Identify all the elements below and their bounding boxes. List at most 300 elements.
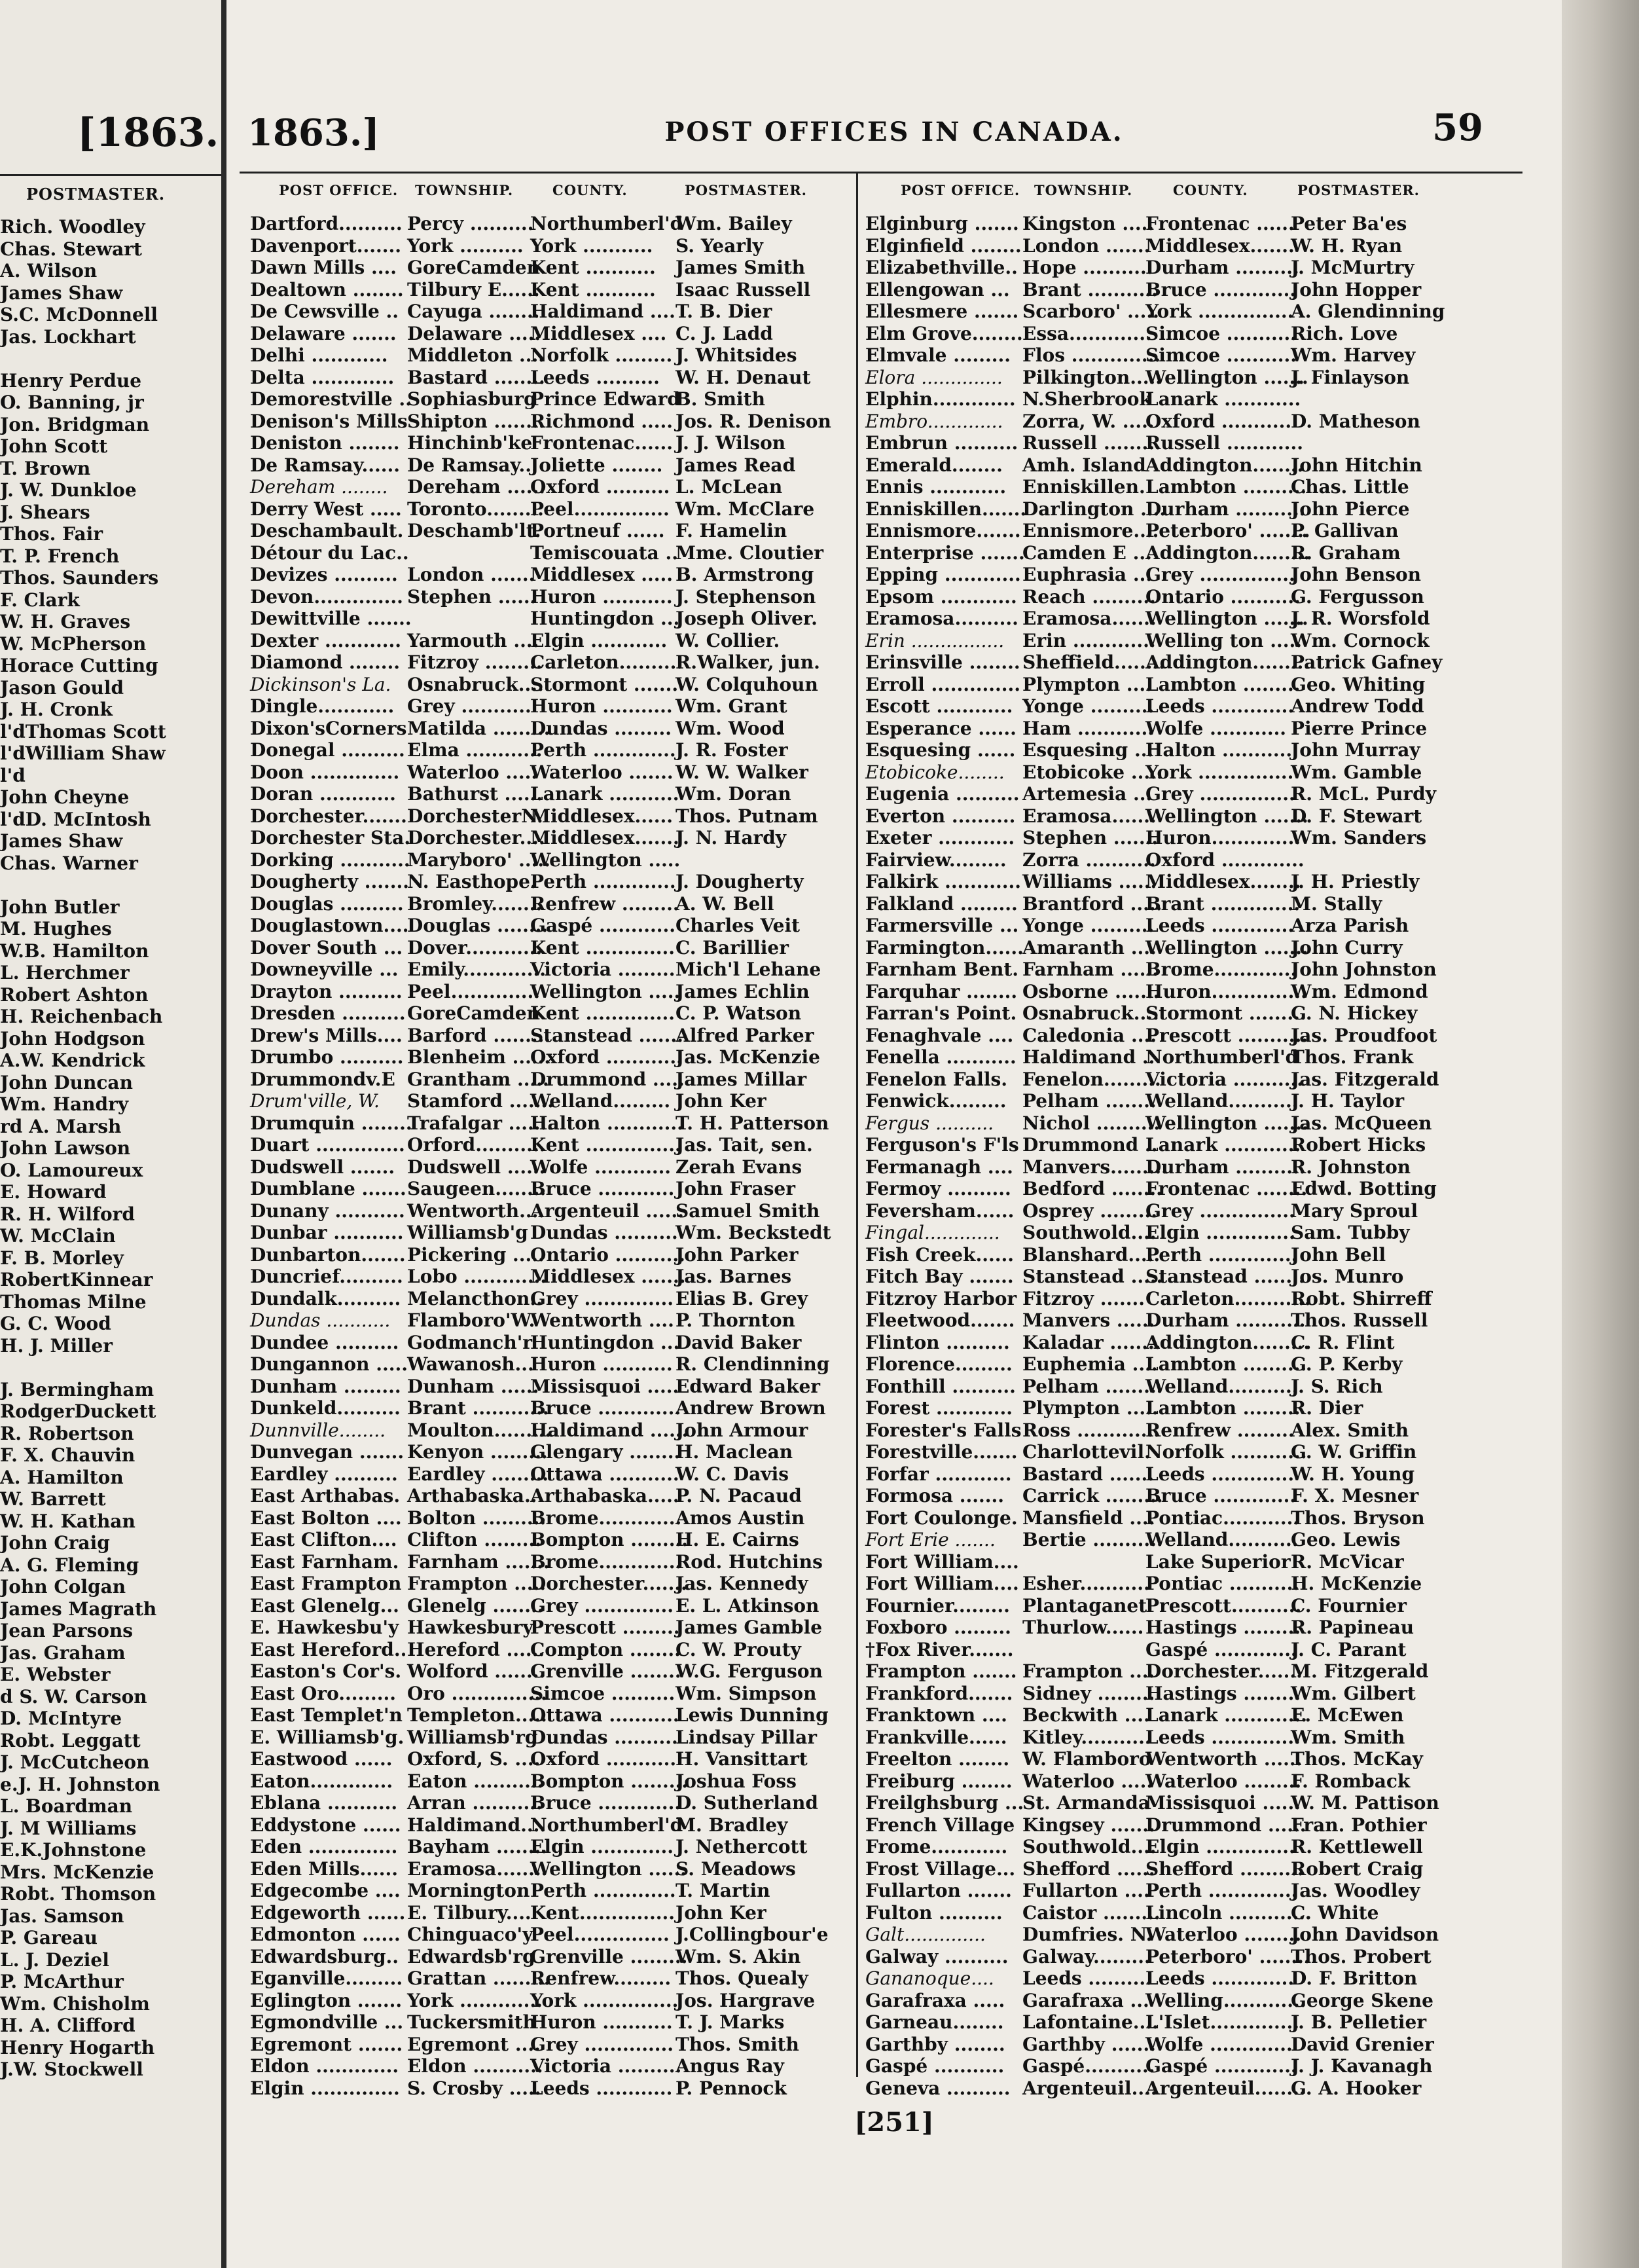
previous-page-postmaster: John Duncan <box>0 1071 133 1093</box>
township-cell: Moulton......... <box>407 1419 552 1441</box>
previous-page-postmaster: Henry Hogarth <box>0 2036 155 2058</box>
page-title: POST OFFICES IN CANADA. <box>664 117 1124 147</box>
township-cell: N. Easthope. <box>407 871 537 892</box>
previous-page-postmaster: Rich. Woodley <box>0 216 145 238</box>
postmaster-cell: Arza Parish <box>1291 915 1409 936</box>
township-cell: Galway......... <box>1022 1945 1151 1967</box>
township-cell: Glenelg ........ <box>407 1594 544 1617</box>
township-cell: Melancthon.. <box>407 1287 543 1309</box>
township-cell: Erin ............. <box>1022 629 1156 651</box>
post-office-cell: Fitzroy Harbor <box>865 1287 1017 1309</box>
county-cell: Lanark ............. <box>1145 1704 1307 1726</box>
heading-postmaster: POSTMASTER. <box>685 182 807 198</box>
post-office-cell: Edgeworth ...... <box>250 1901 406 1924</box>
post-office-cell: Doran ............ <box>250 783 396 805</box>
post-office-cell: Erroll .............. <box>865 673 1021 695</box>
county-cell: Pontiac............ <box>1145 1507 1300 1529</box>
township-cell: Shipton ........ <box>407 410 545 432</box>
post-office-cell: Flinton .......... <box>865 1331 1010 1353</box>
county-cell: Brome............. <box>530 1550 682 1573</box>
county-cell: Prescott........... <box>1145 1594 1302 1617</box>
post-office-cell: Dundee .......... <box>250 1331 399 1353</box>
post-office-cell: Dunbar ........... <box>250 1222 404 1243</box>
post-office-cell: Elmvale ......... <box>865 344 1011 366</box>
postmaster-cell: Alex. Smith <box>1291 1419 1409 1441</box>
county-cell: Welling............. <box>1145 1989 1306 2011</box>
county-cell: Durham ........... <box>1145 1309 1306 1331</box>
post-office-cell: Frankville...... <box>865 1726 1007 1748</box>
post-office-cell: Easton's Cor's. <box>250 1660 402 1682</box>
previous-page-postmaster: J. M Williams <box>0 1817 137 1839</box>
township-cell: Wentworth.... <box>407 1199 545 1222</box>
post-office-cell: East Oro......... <box>250 1682 396 1704</box>
county-cell: Renfrew......... <box>530 1967 672 1989</box>
township-cell: Zorra, W. ..... <box>1022 410 1155 432</box>
township-cell: Tuckersmith <box>407 2011 536 2033</box>
township-cell: Grattan ......... <box>407 1967 550 1989</box>
township-cell: Mansfield .... <box>1022 1507 1155 1529</box>
township-cell: Saugeen........ <box>407 1178 547 1199</box>
county-cell: Huntingdon ... <box>530 608 680 629</box>
previous-page-postmaster: James Magrath <box>0 1598 157 1620</box>
postmaster-cell: R. McVicar <box>1291 1550 1404 1573</box>
county-cell: Ontario ........... <box>1145 585 1301 608</box>
township-cell: Pickering ..... <box>407 1243 545 1266</box>
post-office-cell: Fullarton ....... <box>865 1880 1012 1901</box>
county-cell: Welland........... <box>1145 1090 1299 1112</box>
county-cell: Russell ............ <box>1145 432 1303 454</box>
post-office-cell: Egremont ....... <box>250 2033 403 2055</box>
previous-page-postmaster: W. H. Graves <box>0 611 131 632</box>
postmaster-cell: J. Stephenson <box>675 585 816 608</box>
township-cell: Haldimand.... <box>407 1814 547 1836</box>
township-cell: Carrick ......... <box>1022 1485 1163 1507</box>
previous-page-postmaster: Wm. Handry <box>0 1093 129 1115</box>
post-office-cell: Epping ............ <box>865 564 1021 585</box>
previous-page-postmaster: RodgerDuckett <box>0 1400 156 1422</box>
post-office-cell: Freilghsburg ... <box>865 1792 1024 1814</box>
township-cell: Waterloo ..... <box>407 761 538 783</box>
postmaster-cell: W. Collier. <box>675 629 780 651</box>
township-cell: DorchesterN. <box>407 805 543 827</box>
township-cell: Garafraxa ... <box>1022 1989 1149 2011</box>
township-cell: Brant ........... <box>1022 278 1158 301</box>
township-cell: Kingsey ....... <box>1022 1814 1155 1836</box>
county-cell: Bompton ......... <box>530 1529 688 1550</box>
county-cell: Bruce ............ <box>530 1178 675 1199</box>
previous-page-postmaster: Mrs. McKenzie <box>0 1861 154 1883</box>
township-cell: Osprey ......... <box>1022 1199 1158 1222</box>
county-cell: Huron ........... <box>530 585 673 608</box>
township-cell: Osnabruck.... <box>1022 1002 1159 1024</box>
postmaster-cell: James Smith <box>675 257 806 278</box>
postmaster-cell: George Skene <box>1291 1989 1433 2011</box>
postmaster-cell: Mich'l Lehane <box>675 959 821 980</box>
post-office-cell: Ferguson's F'ls <box>865 1134 1019 1156</box>
postmaster-cell: F. X. Mesner <box>1291 1485 1419 1507</box>
post-office-cell: Fish Creek...... <box>865 1243 1014 1266</box>
postmaster-cell: Jas. Barnes <box>675 1266 792 1287</box>
post-office-cell: Deschambault. <box>250 520 404 541</box>
post-office-cell: Elginburg ....... <box>865 213 1019 234</box>
postmaster-cell: Wm. Grant <box>675 695 787 717</box>
post-office-cell: Fergus .......... <box>865 1112 994 1134</box>
postmaster-cell: John Johnston <box>1291 959 1437 980</box>
county-cell: Gaspé ............ <box>530 915 675 936</box>
county-cell: Huron.............. <box>1145 827 1301 849</box>
post-office-cell: Douglas .......... <box>250 892 404 915</box>
county-cell: Waterloo ....... <box>530 761 674 783</box>
county-cell: Lake Superior <box>1145 1550 1291 1573</box>
postmaster-cell: Rod. Hutchins <box>675 1550 823 1573</box>
heading-township: TOWNSHIP. <box>415 182 514 198</box>
post-office-cell: Eardley .......... <box>250 1463 398 1485</box>
postmaster-cell: W. H. Ryan <box>1291 234 1403 257</box>
county-cell: Pontiac ........... <box>1145 1573 1300 1594</box>
postmaster-cell: W. H. Denaut <box>675 366 811 388</box>
township-cell: Nichol .......... <box>1022 1112 1161 1134</box>
post-office-cell: Farran's Point. <box>865 1002 1017 1024</box>
post-office-cell: Drumquin ........ <box>250 1112 412 1134</box>
postmaster-cell: Wm. Doran <box>675 783 791 805</box>
county-cell: Missisquoi ..... <box>530 1375 679 1397</box>
postmaster-cell: J. C. Parant <box>1291 1638 1407 1660</box>
county-cell: Carleton.......... <box>530 651 683 673</box>
postmaster-cell: Thos. McKay <box>1291 1748 1423 1770</box>
township-cell: Chinguaco'y <box>407 1924 533 1945</box>
county-cell: Wellington ....... <box>1145 366 1308 388</box>
township-cell: Grey ........... <box>407 695 531 717</box>
previous-page-postmaster: Robt. Leggatt <box>0 1729 141 1751</box>
post-office-cell: Ellesmere ....... <box>865 301 1019 322</box>
postmaster-cell: Wm. Sanders <box>1291 827 1427 849</box>
postmaster-cell: J. R. Foster <box>675 739 788 761</box>
postmaster-cell: D. F. Britton <box>1291 1967 1418 1989</box>
county-cell: Dundas .......... <box>530 1222 678 1243</box>
postmaster-cell: S. Yearly <box>675 234 763 257</box>
previous-page-postmaster: W. McPherson <box>0 632 147 655</box>
post-office-cell: Eganville......... <box>250 1967 403 1989</box>
post-office-cell: Farmington...... <box>865 936 1024 959</box>
township-cell: Garthby ....... <box>1022 2033 1156 2055</box>
county-cell: Victoria ......... <box>530 959 675 980</box>
post-office-cell: Dawn Mills .... <box>250 257 397 278</box>
township-cell: London ....... <box>407 564 535 585</box>
postmaster-cell: G. W. Griffin <box>1291 1441 1417 1463</box>
township-cell: Mornington <box>407 1880 530 1901</box>
postmaster-cell: John Murray <box>1291 739 1420 761</box>
post-office-cell: Donegal .......... <box>250 739 405 761</box>
previous-page-postmaster: Chas. Stewart <box>0 238 142 260</box>
post-office-cell: Dundalk.......... <box>250 1287 401 1309</box>
post-office-cell: Fenwick......... <box>865 1090 1007 1112</box>
county-cell: Welland........... <box>1145 1529 1299 1550</box>
post-office-cell: Etobicoke........ <box>865 761 1005 783</box>
county-cell: York ............... <box>1145 761 1294 783</box>
post-office-cell: Gaspé ........... <box>865 2055 1005 2077</box>
previous-page <box>0 0 221 2268</box>
township-cell: Esquesing ... <box>1022 739 1154 761</box>
postmaster-cell: J.Collingbour'e <box>675 1924 829 1945</box>
previous-page-postmaster <box>0 874 221 896</box>
township-cell: Kenyon ......... <box>407 1441 548 1463</box>
county-cell: Prince Edward <box>530 388 680 410</box>
township-cell: Peel.............. <box>407 980 541 1002</box>
postmaster-cell: C. Fournier <box>1291 1594 1407 1617</box>
postmaster-cell: Jas. Proudfoot <box>1291 1024 1437 1046</box>
post-office-cell: Devon.............. <box>250 585 403 608</box>
previous-page-postmaster: Jason Gould <box>0 676 124 699</box>
post-office-cell: Emerald........ <box>865 454 1003 476</box>
post-office-cell: French Village <box>865 1814 1015 1836</box>
postmaster-cell: Wm. Beckstedt <box>675 1222 831 1243</box>
post-office-cell: Escott ............ <box>865 695 1013 717</box>
township-cell: Sheffield........ <box>1022 651 1166 673</box>
previous-page-postmaster: G. C. Wood <box>0 1313 111 1334</box>
county-cell: Leeds .............. <box>1145 1726 1301 1748</box>
county-cell: Durham ........... <box>1145 498 1306 520</box>
postmaster-cell: Wm. Edmond <box>1291 980 1428 1002</box>
postmaster-cell: D. Matheson <box>1291 410 1420 432</box>
county-cell: Lambton ......... <box>1145 1397 1301 1419</box>
post-office-cell: Demorestville .. <box>250 388 412 410</box>
previous-page-postmaster: A. Wilson <box>0 260 98 282</box>
county-cell: Wellington ...... <box>530 1857 687 1880</box>
post-office-cell: East Bolton .... <box>250 1507 402 1529</box>
postmaster-cell: J. J. Wilson <box>675 432 786 454</box>
post-office-cell: East Templet'n <box>250 1704 403 1726</box>
previous-page-postmaster: d S. W. Carson <box>0 1685 147 1708</box>
township-cell: Sophiasburg <box>407 388 537 410</box>
county-cell: Oxford ........... <box>1145 410 1292 432</box>
county-cell: Brant .............. <box>1145 892 1301 915</box>
county-cell: Gaspé ............. <box>1145 1638 1297 1660</box>
township-cell: Stephen ...... <box>407 585 537 608</box>
post-office-cell: Eddystone ...... <box>250 1814 401 1836</box>
postmaster-cell: J. J. Kavanagh <box>1291 2055 1433 2077</box>
county-cell: Arthabaska..... <box>530 1485 679 1507</box>
postmaster-cell: John Benson <box>1291 564 1422 585</box>
county-cell: Frontenac ...... <box>1145 213 1295 234</box>
post-office-cell: Frampton ....... <box>865 1660 1017 1682</box>
post-office-cell: Fenella ........... <box>865 1046 1017 1068</box>
township-cell: Euphemia .... <box>1022 1353 1158 1375</box>
county-cell: Simcoe ........... <box>1145 322 1297 344</box>
township-cell: London ....... <box>1022 234 1151 257</box>
previous-page-postmaster: Jas. Samson <box>0 1905 124 1927</box>
post-office-cell: Drummondv.E <box>250 1068 395 1090</box>
previous-page-postmaster: M. Hughes <box>0 918 112 940</box>
county-cell: Stormont ....... <box>530 673 679 695</box>
township-cell: Lobo ............. <box>407 1266 547 1287</box>
county-cell: Simcoe .......... <box>530 1682 675 1704</box>
county-cell: Leeds ............. <box>1145 695 1295 717</box>
township-cell: Bolton .......... <box>407 1507 547 1529</box>
post-office-cell: Doon .............. <box>250 761 400 783</box>
township-cell: Amh. Island <box>1022 454 1146 476</box>
county-cell: Perth ............. <box>530 739 676 761</box>
post-office-cell: Forest ............ <box>865 1397 1013 1419</box>
post-office-cell: Ellengowan ... <box>865 278 1010 301</box>
post-office-cell: Dereham ........ <box>250 476 388 498</box>
post-office-cell: Elizabethville.. <box>865 257 1018 278</box>
post-office-cell: Elginfield ........ <box>865 234 1022 257</box>
county-cell: Halton ........... <box>1145 739 1293 761</box>
county-cell: Hastings ......... <box>1145 1617 1301 1638</box>
post-office-cell: E. Hawkesbu'y <box>250 1617 399 1638</box>
heading-postmaster: POSTMASTER. <box>1297 182 1420 198</box>
township-cell: Artemesia ... <box>1022 783 1153 805</box>
postmaster-cell: Thos. Putnam <box>675 805 818 827</box>
township-cell: W. Flamboro <box>1022 1748 1151 1770</box>
county-cell: Prescott ........... <box>1145 1024 1308 1046</box>
previous-page-postmaster: John Scott <box>0 435 108 457</box>
postmaster-cell: M. Fitzgerald <box>1291 1660 1429 1682</box>
post-office-cell: Embro............. <box>865 410 1003 432</box>
postmaster-cell: R. Papineau <box>1291 1617 1414 1638</box>
township-cell: Dudswell ...... <box>407 1156 546 1178</box>
previous-page-postmaster: Henry Perdue <box>0 369 142 392</box>
county-cell: Wentworth .... <box>530 1309 674 1331</box>
township-cell: Williamsb'g <box>407 1222 528 1243</box>
post-office-cell: Garthby ........ <box>865 2033 1005 2055</box>
county-cell: Huron ........... <box>530 1353 673 1375</box>
previous-page-postmaster: H. J. Miller <box>0 1334 113 1357</box>
post-office-cell: East Clifton.... <box>250 1529 397 1550</box>
township-cell: Esher........... <box>1022 1573 1150 1594</box>
postmaster-cell: James Read <box>675 454 796 476</box>
township-cell: Oxford, S. .... <box>407 1748 541 1770</box>
township-cell: Pilkington..... <box>1022 366 1162 388</box>
previous-page-postmaster: T. Brown <box>0 457 91 479</box>
county-cell: Addington........ <box>1145 454 1304 476</box>
postmaster-cell: Thos. Probert <box>1291 1945 1432 1967</box>
post-office-cell: Eblana ........... <box>250 1792 398 1814</box>
township-cell: Godmanch'r <box>407 1331 533 1353</box>
postmaster-cell: P. Thornton <box>675 1309 795 1331</box>
postmaster-cell: T. H. Patterson <box>675 1112 829 1134</box>
county-cell: Elgin .............. <box>1145 1222 1295 1243</box>
postmaster-cell: Isaac Russell <box>675 278 811 301</box>
township-cell: Eldon ........... <box>407 2055 543 2077</box>
township-cell: Fenelon......... <box>1022 1068 1161 1090</box>
county-cell: Grey ............... <box>1145 783 1295 805</box>
township-cell: York .......... <box>407 234 524 257</box>
post-office-cell: Fort William.... <box>865 1550 1019 1573</box>
post-office-cell: Dunham ......... <box>250 1375 401 1397</box>
post-office-cell: Falkland ......... <box>865 892 1018 915</box>
post-office-cell: Forestville....... <box>865 1441 1018 1463</box>
previous-page-postmaster: H. Reichenbach <box>0 1006 163 1027</box>
postmaster-cell: John Pierce <box>1291 498 1410 520</box>
township-cell: Hereford ...... <box>407 1638 545 1660</box>
postmaster-cell: Wm. Simpson <box>675 1682 817 1704</box>
previous-page-postmaster: Robt. Thomson <box>0 1883 156 1905</box>
header-rule <box>240 172 1522 174</box>
township-cell: Dover............ <box>407 936 543 959</box>
county-cell: Lanark ............ <box>1145 1134 1301 1156</box>
previous-page-postmaster: John Craig <box>0 1532 110 1554</box>
postmaster-cell: Mary Sproul <box>1291 1199 1418 1222</box>
postmaster-cell: Wm. Gilbert <box>1291 1682 1416 1704</box>
postmaster-cell: R. Kettlewell <box>1291 1836 1423 1857</box>
township-cell: Clifton ......... <box>407 1529 542 1550</box>
township-cell: Edwardsb'rg <box>407 1945 535 1967</box>
township-cell: Stamford ....... <box>407 1090 554 1112</box>
township-cell: Reach .......... <box>1022 585 1156 608</box>
county-cell: Haldimand .... <box>530 301 675 322</box>
county-cell: Addington......... <box>1145 1331 1310 1353</box>
post-office-cell: Elphin............. <box>865 388 1016 410</box>
county-cell: Kent .............. <box>530 1002 675 1024</box>
post-office-cell: Epsom ............ <box>865 585 1017 608</box>
township-cell: Dunham ...... <box>407 1375 539 1397</box>
county-cell: Haldimand ...... <box>530 1419 689 1441</box>
postmaster-cell: Wm. McClare <box>675 498 815 520</box>
post-office-cell: Downeyville ... <box>250 959 399 980</box>
county-cell: Simcoe ........... <box>1145 344 1297 366</box>
township-cell: Elma ............ <box>407 739 543 761</box>
postmaster-cell: Chas. Little <box>1291 476 1409 498</box>
township-cell: Williamsb'rg <box>407 1726 538 1748</box>
post-office-cell: Farmersville ... <box>865 915 1019 936</box>
postmaster-cell: Fran. Pothier <box>1291 1814 1427 1836</box>
township-cell: Charlottevil. <box>1022 1441 1151 1463</box>
township-cell: Wolford ........ <box>407 1660 546 1682</box>
county-cell: Perth ............. <box>530 871 676 892</box>
postmaster-cell: W. Colquhoun <box>675 673 818 695</box>
county-cell: Addington......... <box>1145 651 1310 673</box>
page <box>226 0 1562 2268</box>
township-cell: Caistor ......... <box>1022 1901 1161 1924</box>
post-office-cell: Eaton............. <box>250 1770 393 1792</box>
previous-page-postmaster: H. A. Clifford <box>0 2015 135 2036</box>
post-office-cell: Dartford.......... <box>250 213 403 234</box>
previous-page-postmaster: L. Herchmer <box>0 962 130 983</box>
postmaster-cell: Thos. Quealy <box>675 1967 808 1989</box>
county-cell: Huron ........... <box>530 695 673 717</box>
county-cell: Leeds .......... <box>530 366 660 388</box>
township-cell: Fitzroy ....... <box>1022 1287 1145 1309</box>
postmaster-cell: M. Bradley <box>675 1814 788 1836</box>
post-office-cell: Ennis ............ <box>865 476 1007 498</box>
post-office-cell: Dunvegan ....... <box>250 1441 405 1463</box>
township-cell: Kaladar ........ <box>1022 1331 1161 1353</box>
post-office-cell: Delta ............. <box>250 366 395 388</box>
postmaster-cell: Jas. Tait, sen. <box>675 1134 813 1156</box>
township-cell: Osnabruck.... <box>407 673 544 695</box>
township-cell: Argenteuil.... <box>1022 2077 1157 2099</box>
postmaster-cell: R. Graham <box>1291 541 1401 564</box>
township-cell: Blenheim ...... <box>407 1046 551 1068</box>
postmaster-cell: Patrick Gafney <box>1291 651 1443 673</box>
township-cell: Trafalgar ....... <box>407 1112 553 1134</box>
postmaster-cell: F. Romback <box>1291 1770 1411 1792</box>
township-cell: Flamboro'W. <box>407 1309 535 1331</box>
postmaster-cell: Jos. Munro <box>1291 1266 1404 1287</box>
post-office-cell: East Frampton <box>250 1573 402 1594</box>
county-cell: Middlesex ....... <box>530 1266 686 1287</box>
township-cell: Southwold.... <box>1022 1836 1157 1857</box>
postmaster-cell: John Fraser <box>675 1178 795 1199</box>
previous-page-postmaster: l'dWilliam Shaw <box>0 742 166 764</box>
postmaster-cell: J. S. Rich <box>1291 1375 1383 1397</box>
county-cell: Bruce ............. <box>530 1397 681 1419</box>
post-office-cell: Dorchester....... <box>250 805 407 827</box>
post-office-cell: Eastwood ...... <box>250 1748 393 1770</box>
township-cell: Pelham ......... <box>1022 1375 1163 1397</box>
county-cell: Lambton .......... <box>1145 1353 1307 1375</box>
